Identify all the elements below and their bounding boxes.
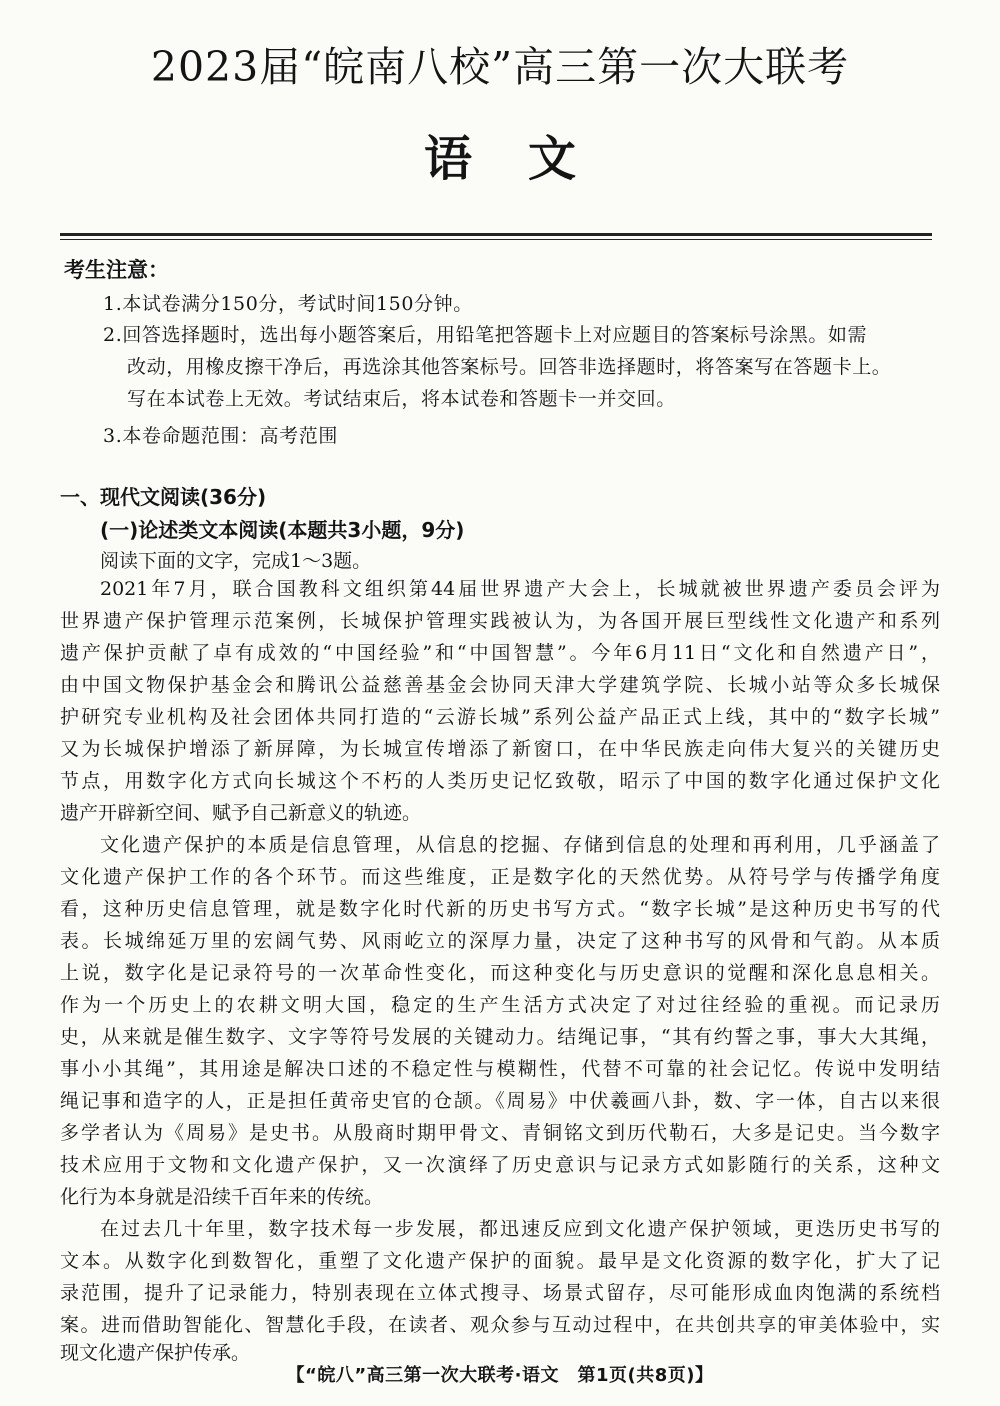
- section-heading: 一、现代文阅读(36分): [60, 485, 267, 509]
- passage-line: 遗产保护贡献了卓有成效的“中国经验”和“中国智慧”。今年6月11日“文化和自然遗产日”，: [60, 642, 940, 664]
- exam-title: 2023届“皖南八校”高三第一次大联考: [150, 43, 850, 91]
- notice-heading: 考生注意：: [64, 258, 169, 282]
- passage-line: 2021年7月，联合国教科文组织第44届世界遗产大会上，长城就被世界遗产委员会评为: [100, 578, 940, 600]
- passage-line: 节点，用数字化方式向长城这个不朽的人类历史记忆致敬，昭示了中国的数字化通过保护文化: [60, 770, 940, 792]
- passage-line: 多学者认为《周易》是史书。从殷商时期甲骨文、青铜铭文到历代勒石，大多是记史。当今数字: [60, 1122, 940, 1144]
- passage-line: 由中国文物保护基金会和腾讯公益慈善基金会协同天津大学建筑学院、长城小站等众多长城保: [60, 674, 940, 696]
- passage-line: 技术应用于文物和文化遗产保护，又一次演绎了历史意识与记录方式如影随行的关系，这种文: [60, 1154, 940, 1176]
- passage-line: 上说，数字化是记录符号的一次革命性变化，而这种变化与历史意识的觉醒和深化息息相关。: [60, 962, 940, 984]
- passage-line: 看，这种历史信息管理，就是数字化时代新的历史书写方式。“数字长城”是这种历史书写的代: [60, 898, 940, 920]
- notice-item: 改动，用橡皮擦干净后，再选涂其他答案标号。回答非选择题时，将答案写在答题卡上。: [127, 356, 892, 378]
- passage-line: 绳记事和造字的人，正是担任黄帝史官的仓颉。《周易》中伏羲画八卦，数、字一体，自古以来很: [60, 1090, 940, 1112]
- page-footer: 【“皖八”高三第一次大联考·语文 第1页(共8页)】: [286, 1365, 714, 1386]
- notice-item: 3.本卷命题范围：高考范围: [103, 425, 338, 447]
- passage-line: 事小小其绳”，其用途是解决口述的不稳定性与模糊性，代替不可靠的社会记忆。传说中发明结: [60, 1058, 940, 1080]
- passage-line: 在过去几十年里，数字技术每一步发展，都迅速反应到文化遗产保护领域，更迭历史书写的: [100, 1218, 940, 1240]
- passage-line: 史，从来就是催生数字、文字等符号发展的关键动力。结绳记事，“其有约誓之事，事大大其绳，: [60, 1026, 940, 1048]
- passage-line: 护研究专业机构及社会团体共同打造的“云游长城”系列公益产品正式上线，其中的“数字长城”: [60, 706, 940, 728]
- subsection-heading: (一)论述类文本阅读(本题共3小题，9分): [100, 518, 465, 542]
- passage-line: 文化遗产保护工作的各个环节。而这些维度，正是数字化的天然优势。从符号学与传播学角度: [60, 866, 940, 888]
- passage-line: 又为长城保护增添了新屏障，为长城宣传增添了新窗口，在中华民族走向伟大复兴的关键历史: [60, 738, 940, 760]
- passage-line: 化行为本身就是沿续千百年来的传统。: [60, 1186, 384, 1208]
- passage-line: 案。进而借助智能化、智慧化手段，在读者、观众参与互动过程中，在共创共享的审美体验中，实: [60, 1314, 940, 1336]
- reading-instruction: 阅读下面的文字，完成1～3题。: [100, 550, 372, 572]
- passage-line: 表。长城绵延万里的宏阔气势、风雨屹立的深厚力量，决定了这种书写的风骨和气韵。从本质: [60, 930, 940, 952]
- notice-item: 写在本试卷上无效。考试结束后，将本试卷和答题卡一并交回。: [127, 388, 676, 410]
- passage-line: 录范围，提升了记录能力，特别表现在立体式搜寻、场景式留存，尽可能形成血肉饱满的系统档: [60, 1282, 940, 1304]
- subject-title: 语文: [423, 131, 632, 187]
- header-divider-thick: [60, 233, 932, 236]
- passage-line: 作为一个历史上的农耕文明大国，稳定的生产生活方式决定了对过往经验的重视。而记录历: [60, 994, 940, 1016]
- passage-line: 现文化遗产保护传承。: [60, 1342, 251, 1364]
- notice-item: 1.本试卷满分150分，考试时间150分钟。: [103, 293, 473, 315]
- passage-line: 文化遗产保护的本质是信息管理，从信息的挖掘、存储到信息的处理和再利用，几乎涵盖了: [100, 834, 940, 856]
- passage-line: 世界遗产保护管理示范案例，长城保护管理实践被认为，为各国开展巨型线性文化遗产和系列: [60, 610, 940, 632]
- passage-line: 文本。从数字化到数智化，重塑了文化遗产保护的面貌。最早是文化资源的数字化，扩大了记: [60, 1250, 940, 1272]
- header-divider-thin: [60, 239, 932, 240]
- passage-line: 遗产开辟新空间、赋予自己新意义的轨迹。: [60, 802, 422, 824]
- notice-item: 2.回答选择题时，选出每小题答案后，用铅笔把答题卡上对应题目的答案标号涂黑。如需: [103, 324, 868, 346]
